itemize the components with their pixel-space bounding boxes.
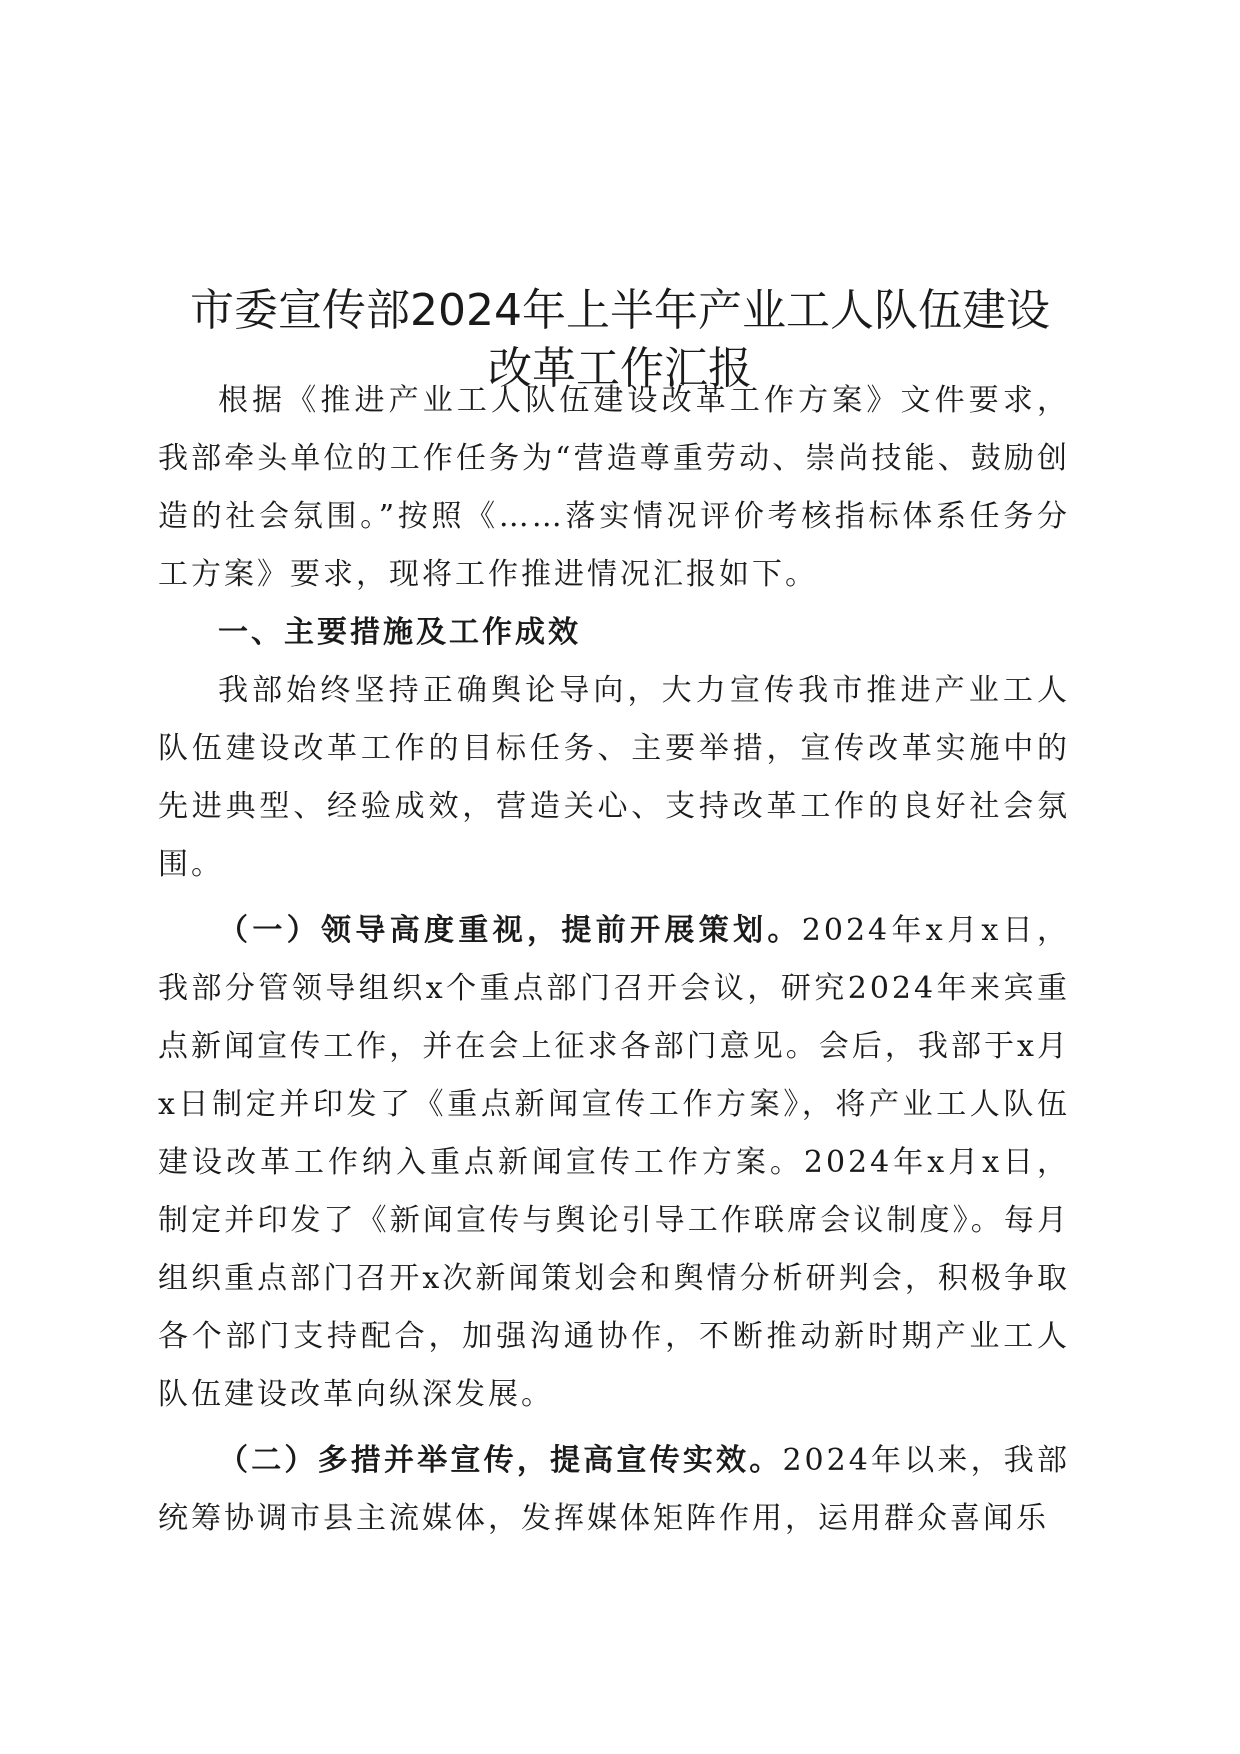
item-1-heading: （一）领导高度重视，提前开展策划。 <box>218 913 802 948</box>
title-line-1: 市委宣传部2024年上半年产业工人队伍建设 <box>190 285 1050 336</box>
document-body <box>158 372 1070 1548</box>
item-2-paragraph <box>158 1432 1070 1548</box>
item-2-body: 2024年以来，我部统筹协调市县主流媒体，发挥媒体矩阵作用，运用群众喜闻乐 <box>158 1443 1070 1536</box>
item-1-body: 2024年x月x日，我部分管领导组织x个重点部门召开会议，研究2024年来宾重点新闻宣传工作，并在会上征求各部门意见。会后，我部于x月x日制定并印发了《重点新闻宣传工作方案》，将产业工人队伍建设改革工作纳入重点新闻宣传工作方案。2024年x月x日，制定并印发了《新闻宣传与舆论引导工作联席会议制度》。每月组织重点部门召开x次新闻策划会和舆情分析研判会，积极争取各个部门支持配合，加强沟通协作，不断推动新时期产业工人队伍建设改革向纵深发展。 <box>158 913 1071 1412</box>
item-2-heading: （二）多措并举宣传，提高宣传实效。 <box>218 1443 783 1478</box>
item-1-paragraph <box>158 902 1070 1424</box>
title-line-2: 改革工作汇报 <box>488 343 752 394</box>
section-1-heading: 一、主要措施及工作成效 <box>218 615 581 650</box>
intro-paragraph: 根据《推进产业工人队伍建设改革工作方案》文件要求，我部牵头单位的工作任务为“营造尊重劳动、崇尚技能、鼓励创造的社会氛围。”按照《……落实情况评价考核指标体系任务分工方案》要求，现将工作推进情况汇报如下。 <box>158 383 1070 592</box>
section-1-intro-paragraph: 我部始终坚持正确舆论导向，大力宣传我市推进产业工人队伍建设改革工作的目标任务、主要举措，宣传改革实施中的先进典型、经验成效，营造关心、支持改革工作的良好社会氛围。 <box>158 673 1070 882</box>
